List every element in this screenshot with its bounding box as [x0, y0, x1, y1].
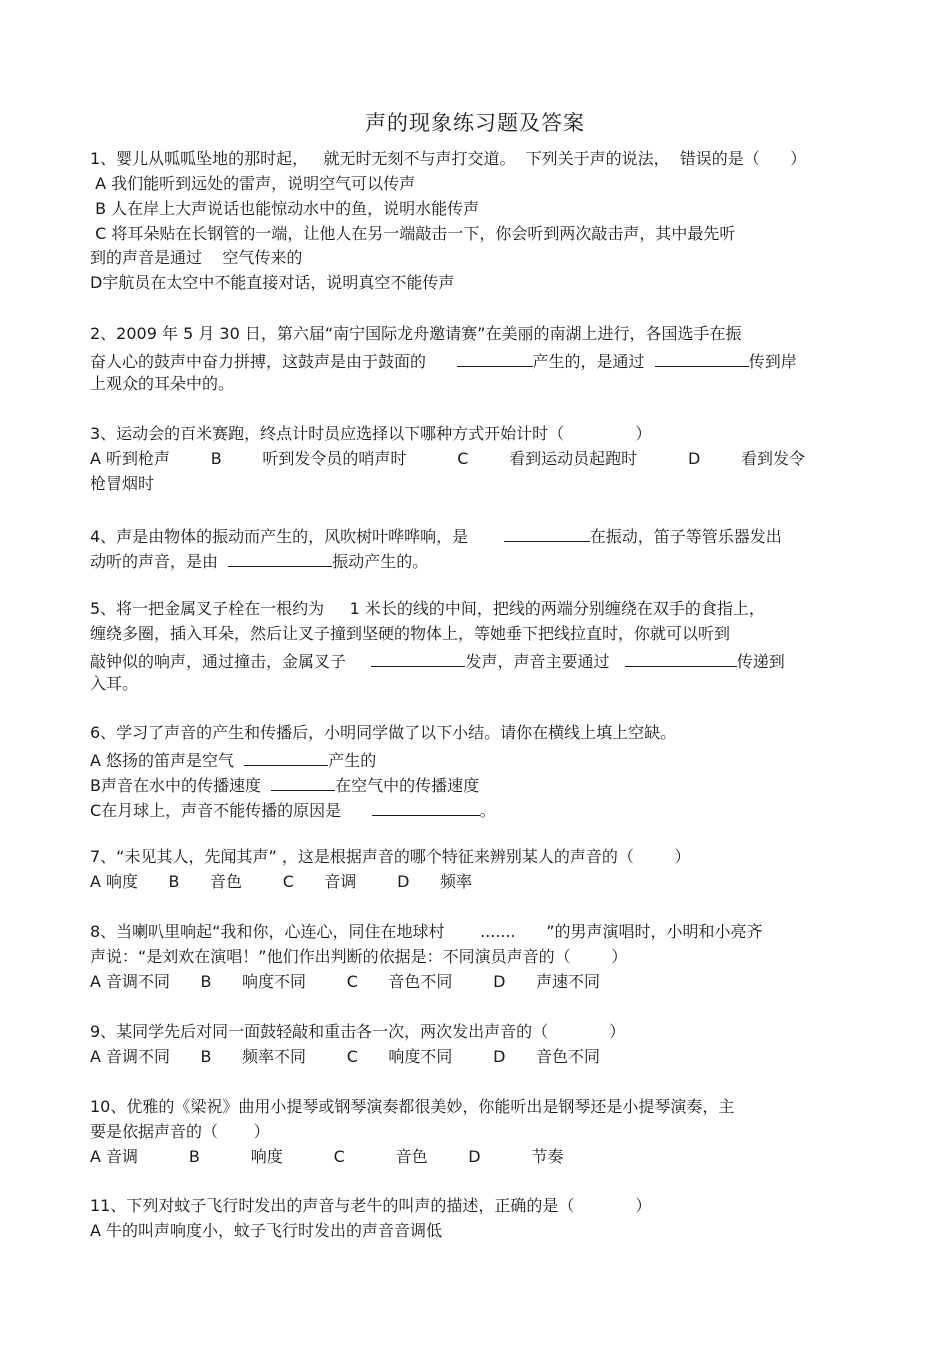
- question-6-text-c2: 。: [479, 801, 496, 820]
- question-2-blank-2[interactable]: [655, 349, 749, 367]
- question-5-line-2: 缠绕多圈，插入耳朵，然后让叉子撞到坚硬的物体上，等她垂下把线拉直时，你就可以听到: [90, 624, 731, 643]
- question-5-blank-1[interactable]: [371, 649, 465, 667]
- question-1-option-a: A 我们能听到远处的雷声，说明空气可以传声: [90, 174, 416, 193]
- question-11-stem: 11、下列对蚊子飞行时发出的声音与老牛的叫声的描述，正确的是（ ）: [90, 1196, 652, 1215]
- question-2-text-a: 奋人心的鼓声中奋力拼搏，这鼓声是由于鼓面的: [90, 352, 457, 371]
- question-1-stem: 1、婴儿从呱呱坠地的那时起， 就无时无刻不与声打交道。 下列关于声的说法， 错误的是（ ）: [90, 149, 807, 168]
- question-10-line-1: 10、优雅的《梁祝》曲用小提琴或钢琴演奏都很美妙，你能听出是钢琴还是小提琴演奏，主: [90, 1097, 735, 1116]
- question-4-line-1: [90, 524, 782, 547]
- question-4-text-d: 振动产生的。: [332, 552, 429, 571]
- question-5-text-b: 发声，声音主要通过: [465, 652, 625, 671]
- question-6-item-a: [90, 748, 376, 771]
- question-2-line-3: 上观众的耳朵中的。: [90, 374, 235, 393]
- question-1-option-b: B 人在岸上大声说话也能惊动水中的鱼，说明水能传声: [90, 199, 480, 218]
- question-8-line-1: 8、当喇叭里响起“我和你，心连心，同住在地球村 ....... ”的男声演唱时，小明和小亮齐: [90, 922, 763, 941]
- question-4-text-c: 动听的声音，是由: [90, 552, 229, 571]
- question-6-text-b2: 在空气中的传播速度: [335, 776, 480, 795]
- question-2-blank-1[interactable]: [457, 349, 533, 367]
- question-1-option-d: D宇航员在太空中不能直接对话，说明真空不能传声: [90, 273, 455, 292]
- question-6-item-b: [90, 773, 479, 796]
- question-7-options: A 响度 B 音色 C 音调 D 频率: [90, 872, 472, 891]
- question-4-blank-2[interactable]: [228, 549, 332, 567]
- question-6-item-c: [90, 798, 496, 821]
- question-8-line-2: 声说：“是刘欢在演唱！”他们作出判断的依据是：不同演员声音的（ ）: [90, 947, 628, 966]
- question-3-options-cont: 枪冒烟时: [90, 474, 155, 493]
- question-10-line-2: 要是依据声音的（ ）: [90, 1122, 270, 1141]
- question-2-text-b: 产生的，是通过: [532, 352, 655, 371]
- question-5-line-4: 入耳。: [90, 674, 139, 693]
- question-10-options: A 音调 B 响度 C 音色 D 节奏: [90, 1147, 564, 1166]
- question-11-option-a: A 牛的叫声响度小，蚊子飞行时发出的声音音调低: [90, 1221, 443, 1240]
- question-4-line-2: [90, 549, 428, 572]
- question-6-blank-a[interactable]: [244, 748, 328, 766]
- question-1-option-c-cont: 到的声音是通过 空气传来的: [90, 248, 303, 267]
- question-4-blank-1[interactable]: [504, 524, 590, 542]
- question-6-text-a: A 悠扬的笛声是空气: [90, 751, 245, 770]
- question-6-text-c: C在月球上，声音不能传播的原因是: [90, 801, 372, 820]
- question-4-text-b: 在振动，笛子等管乐器发出: [589, 527, 782, 546]
- question-1-option-c: C 将耳朵贴在长钢管的一端，让他人在另一端敲击一下，你会听到两次敲击声，其中最先听: [90, 224, 736, 243]
- question-5-blank-2[interactable]: [625, 649, 737, 667]
- question-9-stem: 9、某同学先后对同一面鼓轻敲和重击各一次，两次发出声音的（ ）: [90, 1022, 626, 1041]
- document-title: 声的现象练习题及答案: [365, 111, 585, 135]
- question-6-text-a2: 产生的: [328, 751, 377, 770]
- question-6-text-b: B声音在水中的传播速度: [90, 776, 272, 795]
- question-9-options: A 音调不同 B 频率不同 C 响度不同 D 音色不同: [90, 1047, 600, 1066]
- question-5-line-1: 5、将一把金属叉子栓在一根约为 1 米长的线的中间，把线的两端分别缠绕在双手的食指上，: [90, 599, 765, 618]
- question-2-line-1: 2、2009 年 5 月 30 日，第六届“南宁国际龙舟邀请赛”在美丽的南湖上进行，各国选手在振: [90, 324, 742, 343]
- question-2-line-2: [90, 349, 797, 372]
- question-6-blank-c[interactable]: [372, 798, 480, 816]
- question-5-text-c: 传递到: [736, 652, 785, 671]
- question-6-blank-b[interactable]: [271, 773, 335, 791]
- question-7-stem: 7、“未见其人，先闻其声” ，这是根据声音的哪个特征来辨别某人的声音的（ ）: [90, 847, 691, 866]
- question-3-options: A 听到枪声 B 听到发令员的哨声时 C 看到运动员起跑时 D 看到发令: [90, 449, 805, 468]
- question-2-text-c: 传到岸: [748, 352, 797, 371]
- question-4-text-a: 4、声是由物体的振动而产生的，风吹树叶哗哗响，是: [90, 527, 504, 546]
- question-6-stem: 6、学习了声音的产生和传播后，小明同学做了以下小结。请你在横线上填上空缺。: [90, 723, 677, 742]
- question-3-stem: 3、运动会的百米赛跑，终点计时员应选择以下哪种方式开始计时（ ）: [90, 424, 652, 443]
- question-8-options: A 音调不同 B 响度不同 C 音色不同 D 声速不同: [90, 972, 600, 991]
- question-5-text-a: 敲钟似的响声，通过撞击，金属叉子: [90, 652, 372, 671]
- question-5-line-3: [90, 649, 785, 672]
